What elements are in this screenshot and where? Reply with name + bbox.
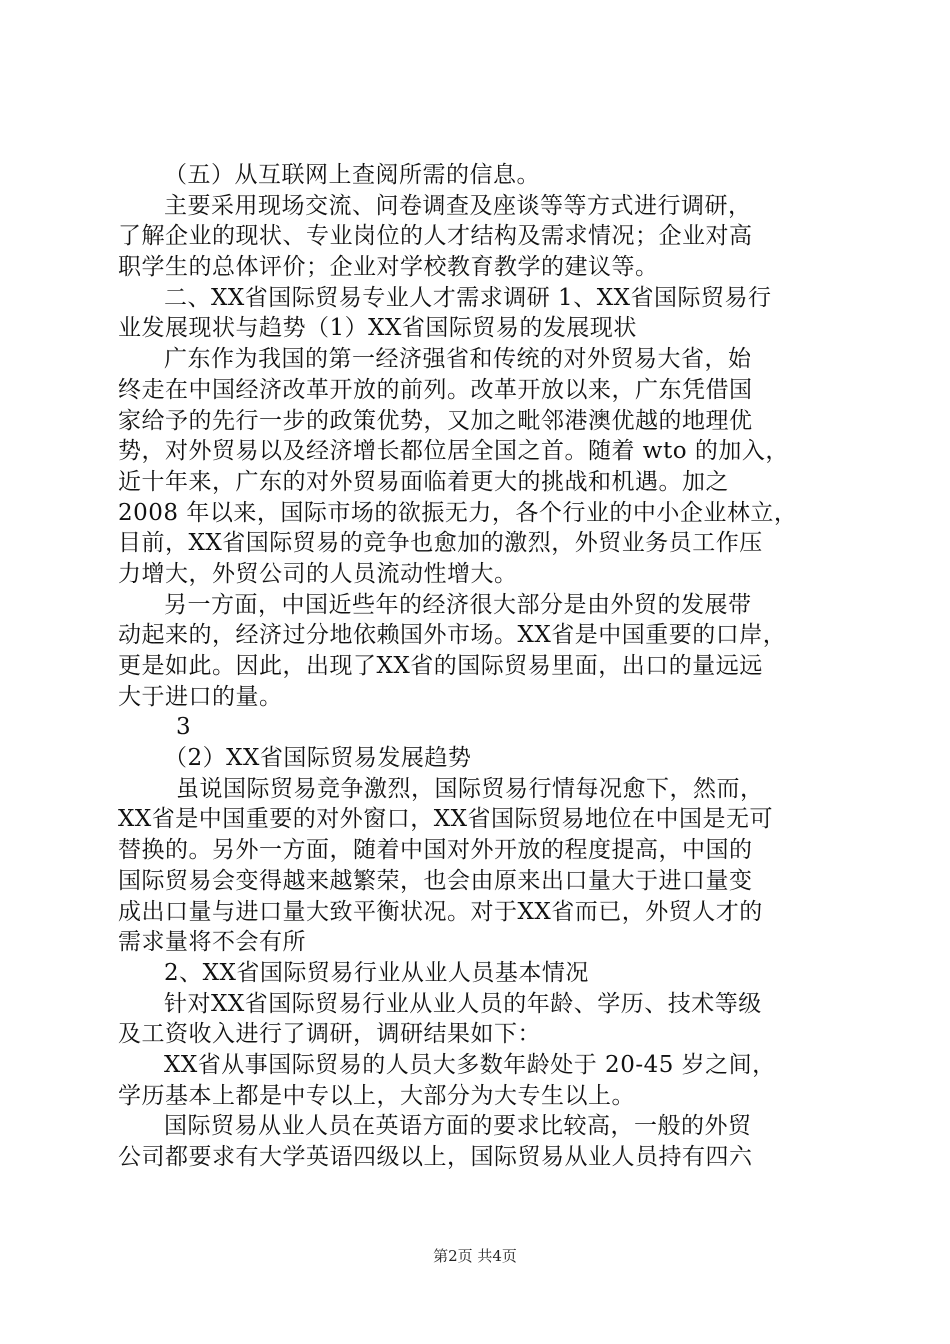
document-body <box>118 160 838 1173</box>
text-line: 替换的。另外一方面，随着中国对外开放的程度提高，中国的 <box>118 837 753 864</box>
text-line: XX省从事国际贸易的人员大多数年龄处于 20-45 岁之间， <box>164 1051 776 1078</box>
text-line: 针对XX省国际贸易行业从业人员的年龄、学历、技术等级 <box>164 990 762 1017</box>
text-line: 更是如此。因此，出现了XX省的国际贸易里面，出口的量远远 <box>118 653 763 679</box>
text-line: （五）从互联网上查阅所需的信息。 <box>164 162 540 188</box>
text-line: 国际贸易从业人员在英语方面的要求比较高，一般的外贸 <box>164 1113 752 1140</box>
text-line: 另一方面，中国近些年的经济很大部分是由外贸的发展带 <box>164 591 752 618</box>
text-line: 目前，XX省国际贸易的竞争也愈加的激烈，外贸业务员工作压 <box>118 530 763 557</box>
text-line: 2008 年以来，国际市场的欲振无力，各个行业的中小企业林立， <box>118 499 798 526</box>
text-line: 势，对外贸易以及经济增长都位居全国之首。随着 wto 的加入， <box>118 438 789 465</box>
text-line: 学历基本上都是中专以上，大部分为大专生以上。 <box>118 1082 635 1109</box>
text-line: 广东作为我国的第一经济强省和传统的对外贸易大省，始 <box>164 346 752 373</box>
text-line: XX省是中国重要的对外窗口，XX省国际贸易地位在中国是无可 <box>118 806 773 833</box>
text-line: （2）XX省国际贸易发展趋势 <box>164 745 472 772</box>
text-line: 二、XX省国际贸易专业人才需求调研 1、XX省国际贸易行 <box>164 284 772 311</box>
text-line: 近十年来，广东的对外贸易面临着更大的挑战和机遇。加之 <box>118 468 729 495</box>
text-line: 需求量将不会有所 <box>118 929 306 956</box>
text-line: 国际贸易会变得越来越繁荣，也会由原来出口量大于进口量变 <box>118 867 753 894</box>
text-line: 2、XX省国际贸易行业从业人员基本情况 <box>164 959 589 986</box>
text-line: 及工资收入进行了调研，调研结果如下： <box>118 1021 541 1048</box>
text-line: 成出口量与进口量大致平衡状况。对于XX省而已，外贸人才的 <box>118 898 763 925</box>
text-line: 虽说国际贸易竞争激烈，国际贸易行情每况愈下，然而， <box>176 775 764 802</box>
text-line: 了解企业的现状、专业岗位的人才结构及需求情况；企业对高 <box>118 223 753 250</box>
page-number-marker: 3 <box>176 714 192 741</box>
text-line: 大于进口的量。 <box>118 683 283 710</box>
text-line: 家给予的先行一步的政策优势，又加之毗邻港澳优越的地理优 <box>118 407 753 434</box>
text-line: 力增大，外贸公司的人员流动性增大。 <box>118 560 518 587</box>
text-line: 终走在中国经济改革开放的前列。改革开放以来，广东凭借国 <box>118 376 753 403</box>
text-line: 动起来的，经济过分地依赖国外市场。XX省是中国重要的口岸， <box>118 622 787 649</box>
text-line: 业发展现状与趋势（1）XX省国际贸易的发展现状 <box>118 315 637 342</box>
text-line: 主要采用现场交流、问卷调查及座谈等等方式进行调研， <box>164 192 752 219</box>
text-line: 公司都要求有大学英语四级以上，国际贸易从业人员持有四六 <box>118 1144 753 1170</box>
text-line: 职学生的总体评价；企业对学校教育教学的建议等。 <box>118 254 659 281</box>
page-footer: 第2页 共4页 <box>433 1247 517 1265</box>
